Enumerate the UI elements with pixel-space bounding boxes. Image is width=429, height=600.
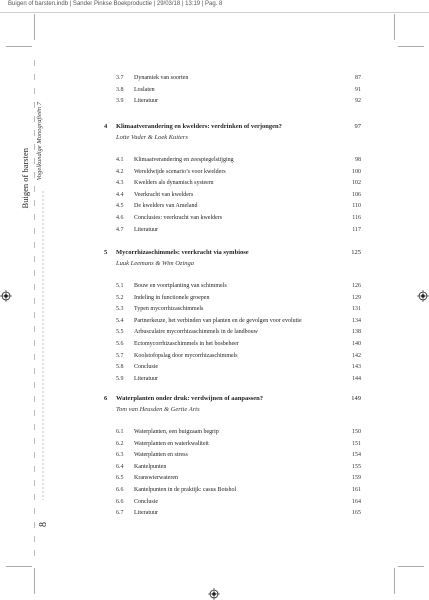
chapter-authors: Lotte Vader & Loek Kuiters (116, 134, 188, 141)
toc-entry (0, 304, 429, 314)
section-page: 92 (355, 98, 361, 105)
section-title: Ectomycorrhizaschimmels in het bosbeheer (134, 341, 239, 347)
section-page: 138 (352, 329, 361, 336)
section-title: Waterplanten en stress (134, 452, 188, 459)
toc-entry (0, 508, 429, 518)
section-number: 5.2 (116, 294, 124, 301)
section-title: Typen mycorrhizaschimmels (134, 306, 204, 313)
section-page: 161 (352, 487, 361, 493)
section-page: 159 (352, 475, 361, 482)
section-number: 6.6 (116, 487, 124, 493)
section-title: Conclusie (134, 498, 158, 505)
section-title: Kwelders als dynamisch systeem (134, 180, 214, 187)
section-page: 106 (352, 191, 361, 198)
section-number: 6.4 (116, 463, 124, 470)
section-page: 134 (352, 317, 361, 324)
toc-entry (0, 225, 429, 235)
chapter-page: 125 (351, 249, 361, 256)
toc-entry (0, 327, 429, 337)
toc-entry (0, 450, 429, 460)
chapter-title: Waterplanten onder druk: verdwijnen of aanpassen? (116, 395, 264, 402)
section-page: 91 (355, 86, 361, 93)
section-number: 6.2 (116, 440, 124, 447)
section-page: 155 (352, 463, 361, 470)
section-page: 100 (352, 168, 361, 175)
toc-entry (0, 351, 429, 361)
chapter-authors: Tom van Heusden & Gertie Arts (116, 406, 200, 413)
toc-entry (0, 485, 429, 495)
toc-entry (0, 293, 429, 303)
section-page: 117 (352, 226, 361, 233)
section-title: Wereldwijde scenario’s voor kwelders (134, 168, 226, 175)
section-number: 3.7 (116, 75, 124, 81)
section-title: Literatuur (134, 98, 158, 105)
toc-entry (0, 201, 429, 211)
toc-entry (0, 167, 429, 177)
section-number: 5.6 (116, 341, 124, 347)
section-page: 144 (352, 375, 361, 382)
running-head-subtitle: Vogelkundige Monografieën 7 (36, 102, 43, 181)
section-number: 4.2 (116, 168, 124, 175)
section-page: 165 (352, 510, 361, 517)
section-title: Loslaten (134, 86, 155, 93)
section-page: 102 (352, 180, 361, 187)
chapter-number: 5 (104, 249, 108, 256)
chapter-authors: Luuk Leemans & Wim Ozinga (116, 260, 194, 267)
section-number: 6.1 (116, 429, 124, 435)
section-title: Waterplanten, een buigzaam begrip (134, 429, 219, 435)
section-number: 4.3 (116, 180, 124, 187)
section-title: Partnerkeuze, het verbinden van planten en de gevolgen voor evolutie (134, 317, 302, 324)
section-page: 150 (352, 429, 361, 435)
toc-entry (0, 439, 429, 449)
section-title: Veerkracht van kwelders (134, 191, 194, 198)
section-title: Waterplanten en waterkwaliteit (134, 440, 209, 447)
running-head-title: Buigen of barsten (20, 148, 30, 209)
section-page: 143 (352, 364, 361, 371)
section-number: 4.1 (116, 157, 124, 163)
section-page: 131 (352, 306, 361, 313)
section-number: 5.8 (116, 364, 124, 371)
chapter-number: 4 (104, 123, 108, 130)
toc-entry (0, 497, 429, 507)
section-page: 87 (355, 75, 361, 81)
toc-entry (0, 178, 429, 188)
toc-entry (0, 462, 429, 472)
chapter-page: 97 (354, 123, 361, 130)
section-number: 6.5 (116, 475, 124, 482)
section-page: 142 (352, 352, 361, 359)
section-title: Dynamiek van soorten (134, 75, 189, 81)
section-title: Literatuur (134, 375, 158, 382)
section-number: 5.1 (116, 283, 124, 289)
toc-entry (0, 427, 429, 437)
section-number: 3.9 (116, 98, 124, 105)
section-number: 6.7 (116, 510, 124, 517)
section-title: Kantelpunten in de praktijk: casus Botshol (134, 487, 237, 493)
section-page: 98 (355, 157, 361, 163)
section-number: 5.7 (116, 352, 124, 359)
toc-entry (0, 362, 429, 372)
toc-entry (0, 374, 429, 384)
section-page: 154 (352, 452, 361, 459)
section-number: 4.6 (116, 215, 124, 221)
section-number: 3.8 (116, 86, 124, 93)
section-title: Koolstofopslag door mycorrhizaschimmels (134, 352, 238, 359)
section-page: 129 (352, 294, 361, 301)
section-title: Literatuur (134, 510, 158, 517)
toc-entry (0, 473, 429, 483)
toc-entry (0, 96, 429, 106)
section-title: Conclusies: veerkracht van kwelders (134, 215, 223, 221)
section-title: Bouw en voortplanting van schimmels (134, 283, 227, 289)
chapter-page: 149 (351, 395, 361, 402)
toc-entry (0, 190, 429, 200)
section-title: Klimaatverandering en zeespiegelstijging (134, 157, 234, 163)
section-page: 110 (352, 203, 361, 210)
section-page: 116 (352, 215, 361, 221)
section-page: 164 (352, 498, 361, 505)
toc-entry (0, 281, 429, 291)
section-title: Literatuur (134, 226, 158, 233)
section-number: 4.5 (116, 203, 124, 210)
toc-entry (0, 316, 429, 326)
section-title: Indeling in functionele groepen (134, 294, 210, 301)
section-number: 5.9 (116, 375, 124, 382)
section-title: Arbusculaire mycorrhizaschimmels in de landbouw (134, 329, 258, 336)
section-number: 6.6 (116, 498, 124, 505)
chapter-number: 6 (104, 395, 108, 402)
section-title: Kantelpunten (134, 463, 167, 470)
section-page: 140 (352, 341, 361, 347)
chapter-title: Klimaatverandering en kwelders: verdrinken of verjongen? (116, 123, 282, 130)
toc-entry (0, 339, 429, 349)
chapter-title: Mycorrhizaschimmels: veerkracht via symbiose (116, 249, 249, 256)
toc-entry (0, 155, 429, 165)
section-page: 151 (352, 440, 361, 447)
toc-entry (0, 213, 429, 223)
section-page: 126 (352, 283, 361, 289)
section-number: 4.7 (116, 226, 124, 233)
section-number: 6.3 (116, 452, 124, 459)
page-number: 8 (38, 522, 49, 527)
section-title: Kranswierwateren (134, 475, 178, 482)
section-title: Conclusie (134, 364, 158, 371)
section-number: 4.4 (116, 191, 124, 198)
toc-entry (0, 85, 429, 95)
section-number: 5.4 (116, 317, 124, 324)
section-number: 5.3 (116, 306, 124, 313)
toc-entry (0, 73, 429, 83)
section-number: 5.5 (116, 329, 124, 336)
section-title: De kwelders van Ameland (134, 203, 198, 210)
slug-text: Buigen of barsten.indb | Sander Pinkse Boekproductie | 29/03/18 | 13:19 | Pag. 8 (8, 1, 223, 7)
